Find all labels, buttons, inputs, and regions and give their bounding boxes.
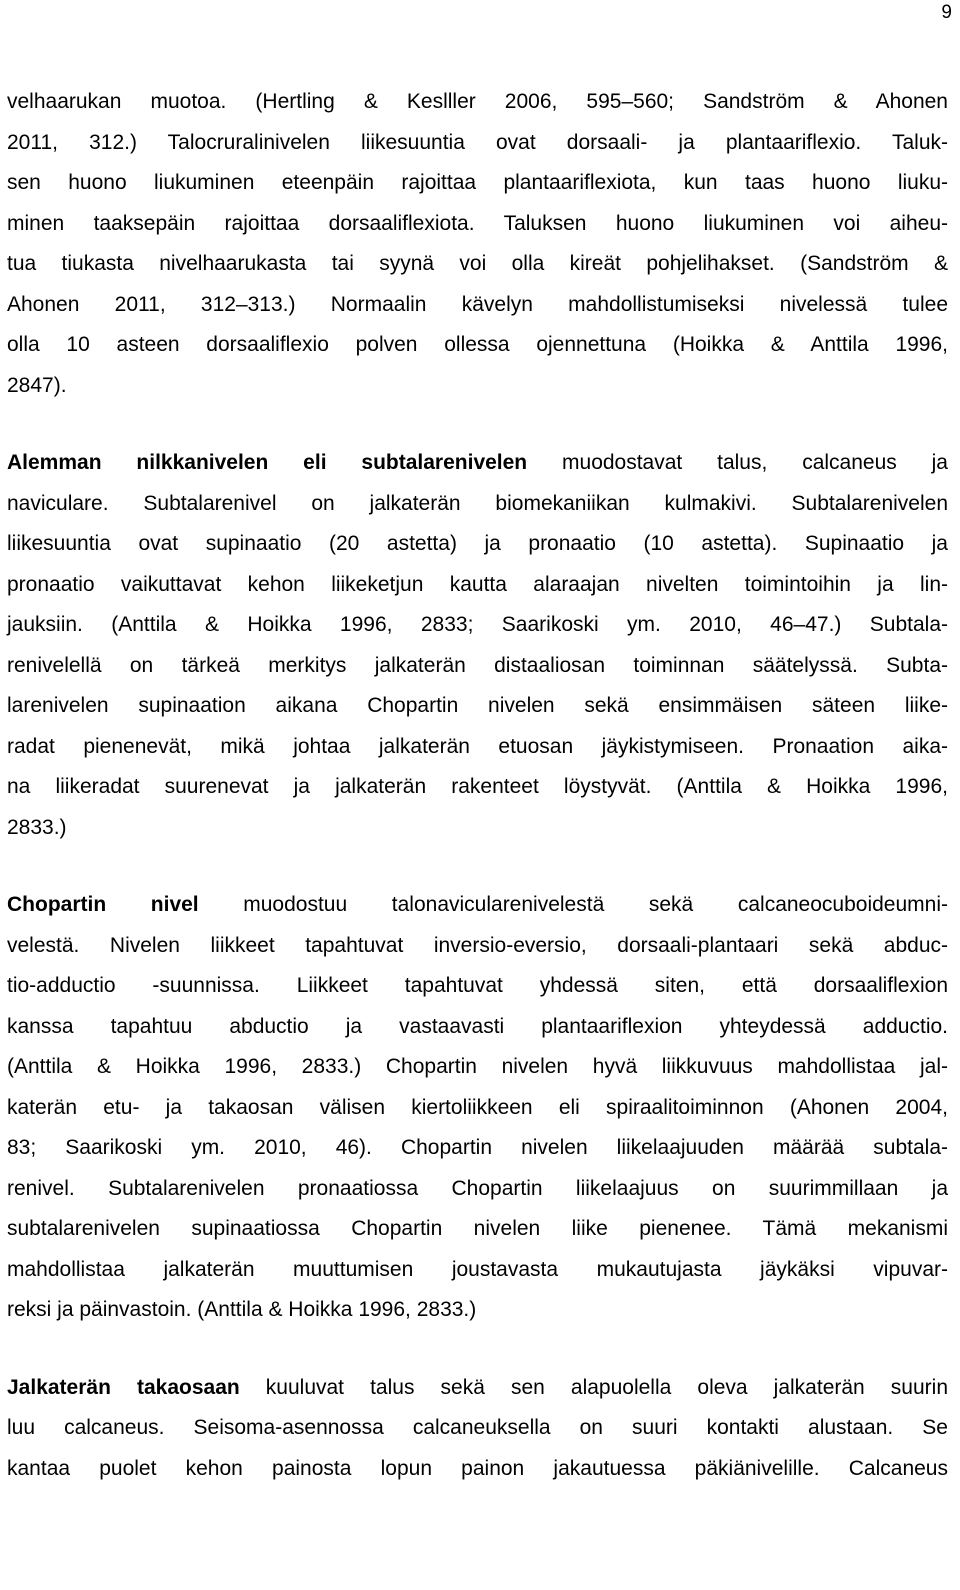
- text-run: radat pienenevät, mikä johtaa jalkaterän etuosan jäykistymiseen. Pronaation aika-: [7, 734, 948, 758]
- text-line: [7, 366, 948, 407]
- text-run: jauksiin. (Anttila & Hoikka 1996, 2833; Saarikoski ym. 2010, 46–47.) Subtala-: [7, 613, 948, 636]
- text-run: renivelellä on tärkeä merkitys jalkaterän distaaliosan toiminnan säätelyssä. Subta-: [7, 653, 948, 677]
- bold-term: Alemman nilkkanivelen eli subtalarenivelen: [7, 451, 528, 474]
- bold-term: Jalkaterän takaosaan: [7, 1375, 240, 1399]
- text-run: 2847).: [7, 373, 67, 397]
- text-line: [7, 966, 948, 1007]
- text-line: [7, 1007, 948, 1048]
- text-line: [7, 163, 948, 204]
- text-line: [7, 285, 948, 326]
- paragraph: [7, 443, 948, 848]
- text-line: [7, 565, 948, 606]
- text-line: [7, 1128, 948, 1169]
- text-run: pronaatio vaikuttavat kehon liikeketjun kautta alaraajan nivelten toimintoihin ja lin-: [7, 572, 948, 596]
- text-run: naviculare. Subtalarenivel on jalkaterän biomekaniikan kulmakivi. Subtalarenivelen: [7, 491, 948, 515]
- text-run: katerän etu- ja takaosan välisen kiertoliikkeen eli spiraalitoiminnon (Ahonen 2004,: [7, 1095, 948, 1119]
- text-run: na liikeradat suurenevat ja jalkaterän rakenteet löystyvät. (Anttila & Hoikka 1996,: [7, 775, 948, 798]
- text-line: [7, 82, 948, 123]
- text-line: [7, 204, 948, 245]
- text-run: (Anttila & Hoikka 1996, 2833.) Chopartin nivelen hyvä liikkuvuus mahdollistaa jal-: [7, 1055, 948, 1078]
- text-line: [7, 123, 948, 164]
- text-line: [7, 1250, 948, 1291]
- text-line: [7, 1088, 948, 1129]
- text-line: [7, 808, 948, 849]
- text-run: renivel. Subtalarenivelen pronaatiossa Chopartin liikelaajuus on suurimmillaan ja: [7, 1176, 948, 1200]
- text-run: tio-adductio -suunnissa. Liikkeet tapahtuvat yhdessä siten, että dorsaaliflexion: [7, 974, 948, 997]
- text-run: kantaa puolet kehon painosta lopun painon jakautuessa päkiänivelille. Calcaneus: [7, 1456, 948, 1480]
- text-run: mahdollistaa jalkaterän muuttumisen joustavasta mukautujasta jäykäksi vipuvar-: [7, 1257, 948, 1281]
- text-line: [7, 1368, 948, 1409]
- text-line: [7, 1169, 948, 1210]
- bold-term: Chopartin nivel: [7, 893, 199, 916]
- text-line: [7, 1290, 948, 1331]
- text-run: reksi ja päinvastoin. (Anttila & Hoikka 1996, 2833.): [7, 1298, 477, 1321]
- text-run: liikesuuntia ovat supinaatio (20 astetta) ja pronaatio (10 astetta). Supinaatio ja: [7, 532, 948, 555]
- text-line: [7, 767, 948, 808]
- text-line: [7, 926, 948, 967]
- text-run: luu calcaneus. Seisoma-asennossa calcaneuksella on suuri kontakti alustaan. Se: [7, 1416, 948, 1439]
- text-run: Ahonen 2011, 312–313.) Normaalin kävelyn mahdollistumiseksi nivelessä tulee: [7, 292, 948, 316]
- text-run: subtalarenivelen supinaatiossa Chopartin nivelen liike pienenee. Tämä mekanismi: [7, 1217, 948, 1240]
- text-run: sen huono liukuminen eteenpäin rajoittaa plantaariflexiota, kun taas huono liuku-: [7, 171, 948, 194]
- text-line: [7, 686, 948, 727]
- text-run: kuuluvat talus sekä sen alapuolella oleva jalkaterän suurin: [239, 1375, 949, 1399]
- paragraph: [7, 885, 948, 1331]
- paragraph-gap: [7, 406, 948, 443]
- text-line: [7, 244, 948, 285]
- text-line: [7, 325, 948, 366]
- text-line: [7, 1209, 948, 1250]
- text-run: velhaarukan muotoa. (Hertling & Keslller 2006, 595–560; Sandström & Ahonen: [7, 90, 948, 113]
- text-line: [7, 646, 948, 687]
- paragraph-gap: [7, 848, 948, 885]
- paragraph: [7, 82, 948, 406]
- text-run: muodostavat talus, calcaneus ja: [527, 451, 948, 474]
- text-run: velestä. Nivelen liikkeet tapahtuvat inversio-eversio, dorsaali-plantaari sekä abduc-: [7, 933, 948, 957]
- text-line: [7, 484, 948, 525]
- document-body: [7, 82, 948, 1489]
- text-line: [7, 1047, 948, 1088]
- text-line: [7, 443, 948, 484]
- text-line: [7, 1449, 948, 1490]
- page-number: 9: [941, 2, 952, 23]
- text-run: tua tiukasta nivelhaarukasta tai syynä voi olla kireät pohjelihakset. (Sandström &: [7, 252, 948, 275]
- text-run: larenivelen supinaation aikana Chopartin nivelen sekä ensimmäisen säteen liike-: [7, 694, 948, 717]
- text-run: minen taaksepäin rajoittaa dorsaaliflexiota. Taluksen huono liukuminen voi aiheu-: [7, 211, 948, 235]
- text-line: [7, 885, 948, 926]
- text-run: muodostuu talonavicularenivelestä sekä calcaneocuboideumni-: [198, 893, 948, 916]
- text-run: 2833.): [7, 815, 67, 839]
- text-line: [7, 605, 948, 646]
- paragraph: [7, 1368, 948, 1490]
- paragraph-gap: [7, 1331, 948, 1368]
- text-line: [7, 1408, 948, 1449]
- text-run: 83; Saarikoski ym. 2010, 46). Chopartin nivelen liikelaajuuden määrää subtala-: [7, 1136, 948, 1159]
- text-line: [7, 727, 948, 768]
- text-line: [7, 524, 948, 565]
- text-run: 2011, 312.) Talocruralinivelen liikesuuntia ovat dorsaali- ja plantaariflexio. Taluk-: [7, 130, 948, 154]
- text-run: kanssa tapahtuu abductio ja vastaavasti plantaariflexion yhteydessä adductio.: [7, 1014, 948, 1038]
- text-run: olla 10 asteen dorsaaliflexio polven ollessa ojennettuna (Hoikka & Anttila 1996,: [7, 333, 948, 356]
